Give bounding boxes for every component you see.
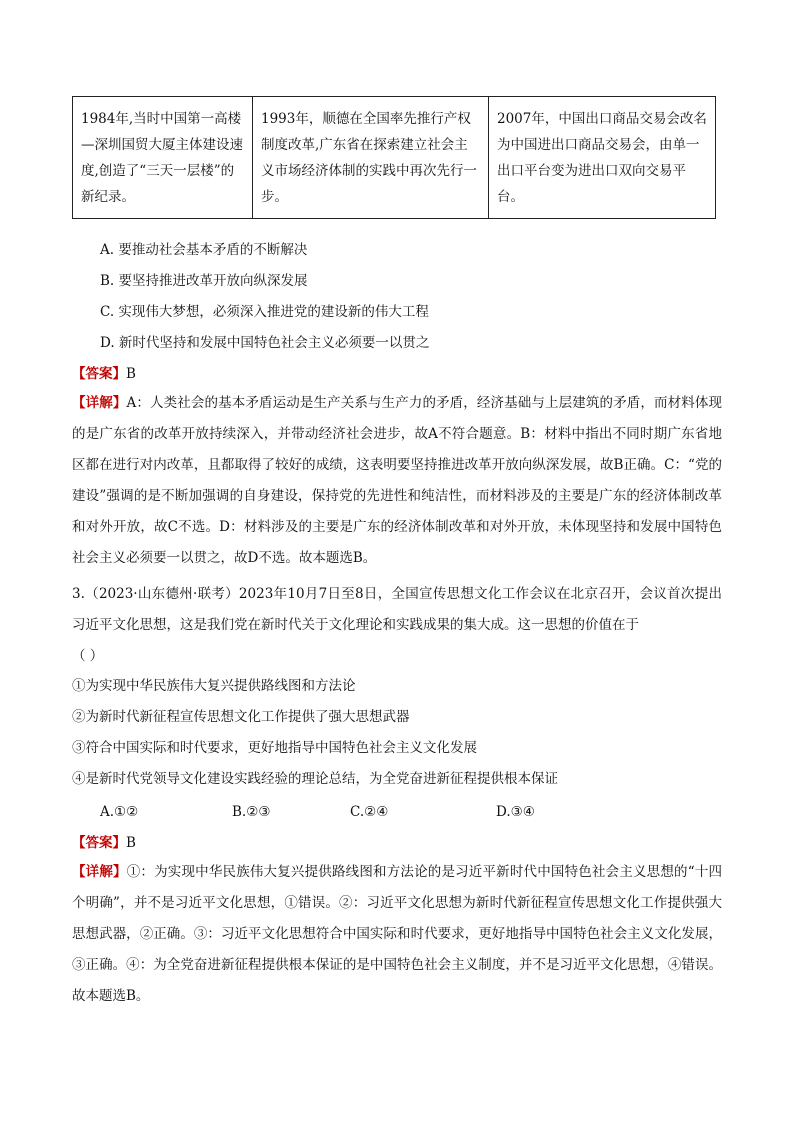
detail-tag: 【详解】 <box>72 864 127 880</box>
material-table <box>72 96 716 219</box>
table-cell-2007: 2007年，中国出口商品交易会改名为中国进出口商品交易会，由单一出口平台变为进出口双向交易平台。 <box>489 97 716 219</box>
detail-tag: 【详解】 <box>72 395 127 411</box>
q3-statement-1: ①为实现中华民族伟大复兴提供路线图和方法论 <box>72 678 356 694</box>
q3-detail <box>72 857 722 1012</box>
q2-option-c: C. 实现伟大梦想，必须深入推进党的建设新的伟大工程 <box>100 304 429 320</box>
q3-choice-d: D.③④ <box>496 804 535 820</box>
q2-detail <box>72 388 722 574</box>
answer-tag: 【答案】 <box>72 366 126 382</box>
q3-statement-4: ④是新时代党领导文化建设实践经验的理论总结，为全党奋进新征程提供根本保证 <box>72 771 558 787</box>
answer-value: B <box>126 835 136 851</box>
q2-option-b: B. 要坚持推进改革开放向纵深发展 <box>100 273 308 289</box>
answer-value: B <box>126 366 136 382</box>
q3-statement-2: ②为新时代新征程宣传思想文化工作提供了强大思想武器 <box>72 709 410 725</box>
q2-option-d: D. 新时代坚持和发展中国特色社会主义必须要一以贯之 <box>100 335 430 351</box>
detail-text: A：人类社会的基本矛盾运动是生产关系与生产力的矛盾，经济基础与上层建筑的矛盾，而材料体现的是广东省的改革开放持续深入，并带动经济社会进步，故A不符合题意。B：材料中指出不同时期广东省地区都在进行对内改革，且都取得了较好的成绩，这表明要坚持推进改革开放向纵深发展，故B正确。C：“党的建设”强调的是不断加强调的自身建设，保持党的先进性和纯洁性，而材料涉及的主要是广东的经济体制改革和对外开放，故C不选。D：材料涉及的主要是广东的经济体制改革和对外开放，未体现坚持和发展中国特色社会主义必须要一以贯之，故D不选。故本题选B。 <box>72 395 723 566</box>
detail-text: ①：为实现中华民族伟大复兴提供路线图和方法论的是习近平新时代中国特色社会主义思想的“十四个明确”，并不是习近平文化思想，①错误。②：习近平文化思想为新时代新征程宣传思想文化工作提供强大思想武器，②正确。③：习近平文化思想符合中国实际和时代要求，更好地指导中国特色社会主义文化发展，③正确。④：为全党奋进新征程提供根本保证的是中国特色社会主义制度，并不是习近平文化思想，④错误。故本题选B。 <box>72 864 722 1004</box>
table-cell-1984: 1984年,当时中国第一高楼—深圳国贸大厦主体建设速度,创造了“三天一层楼”的新纪录。 <box>73 97 253 219</box>
q2-answer <box>72 364 722 384</box>
q3-choice-a: A.①② <box>100 804 139 820</box>
q3-stem: 3.（2023·山东德州·联考）2023年10月7日至8日，全国宣传思想文化工作会议在北京召开，会议首次提出习近平文化思想，这是我们党在新时代关于文化理论和实践成果的集大成。这一思想的价值在于 <box>72 586 722 633</box>
q3-statement-3: ③符合中国实际和时代要求，更好地指导中国特色社会主义文化发展 <box>72 740 477 756</box>
table-row <box>73 97 716 219</box>
q3-blank: （ ） <box>72 648 104 664</box>
q3-answer <box>72 833 722 853</box>
q2-option-a: A. 要推动社会基本矛盾的不断解决 <box>100 242 308 258</box>
table-cell-1993: 1993年，顺德在全国率先推行产权制度改革,广东省在探索建立社会主义市场经济体制的实践中再次先行一步。 <box>253 97 489 219</box>
q3-choice-b: B.②③ <box>232 804 271 820</box>
q3-choice-c: C.②④ <box>350 804 389 820</box>
answer-tag: 【答案】 <box>72 835 126 851</box>
